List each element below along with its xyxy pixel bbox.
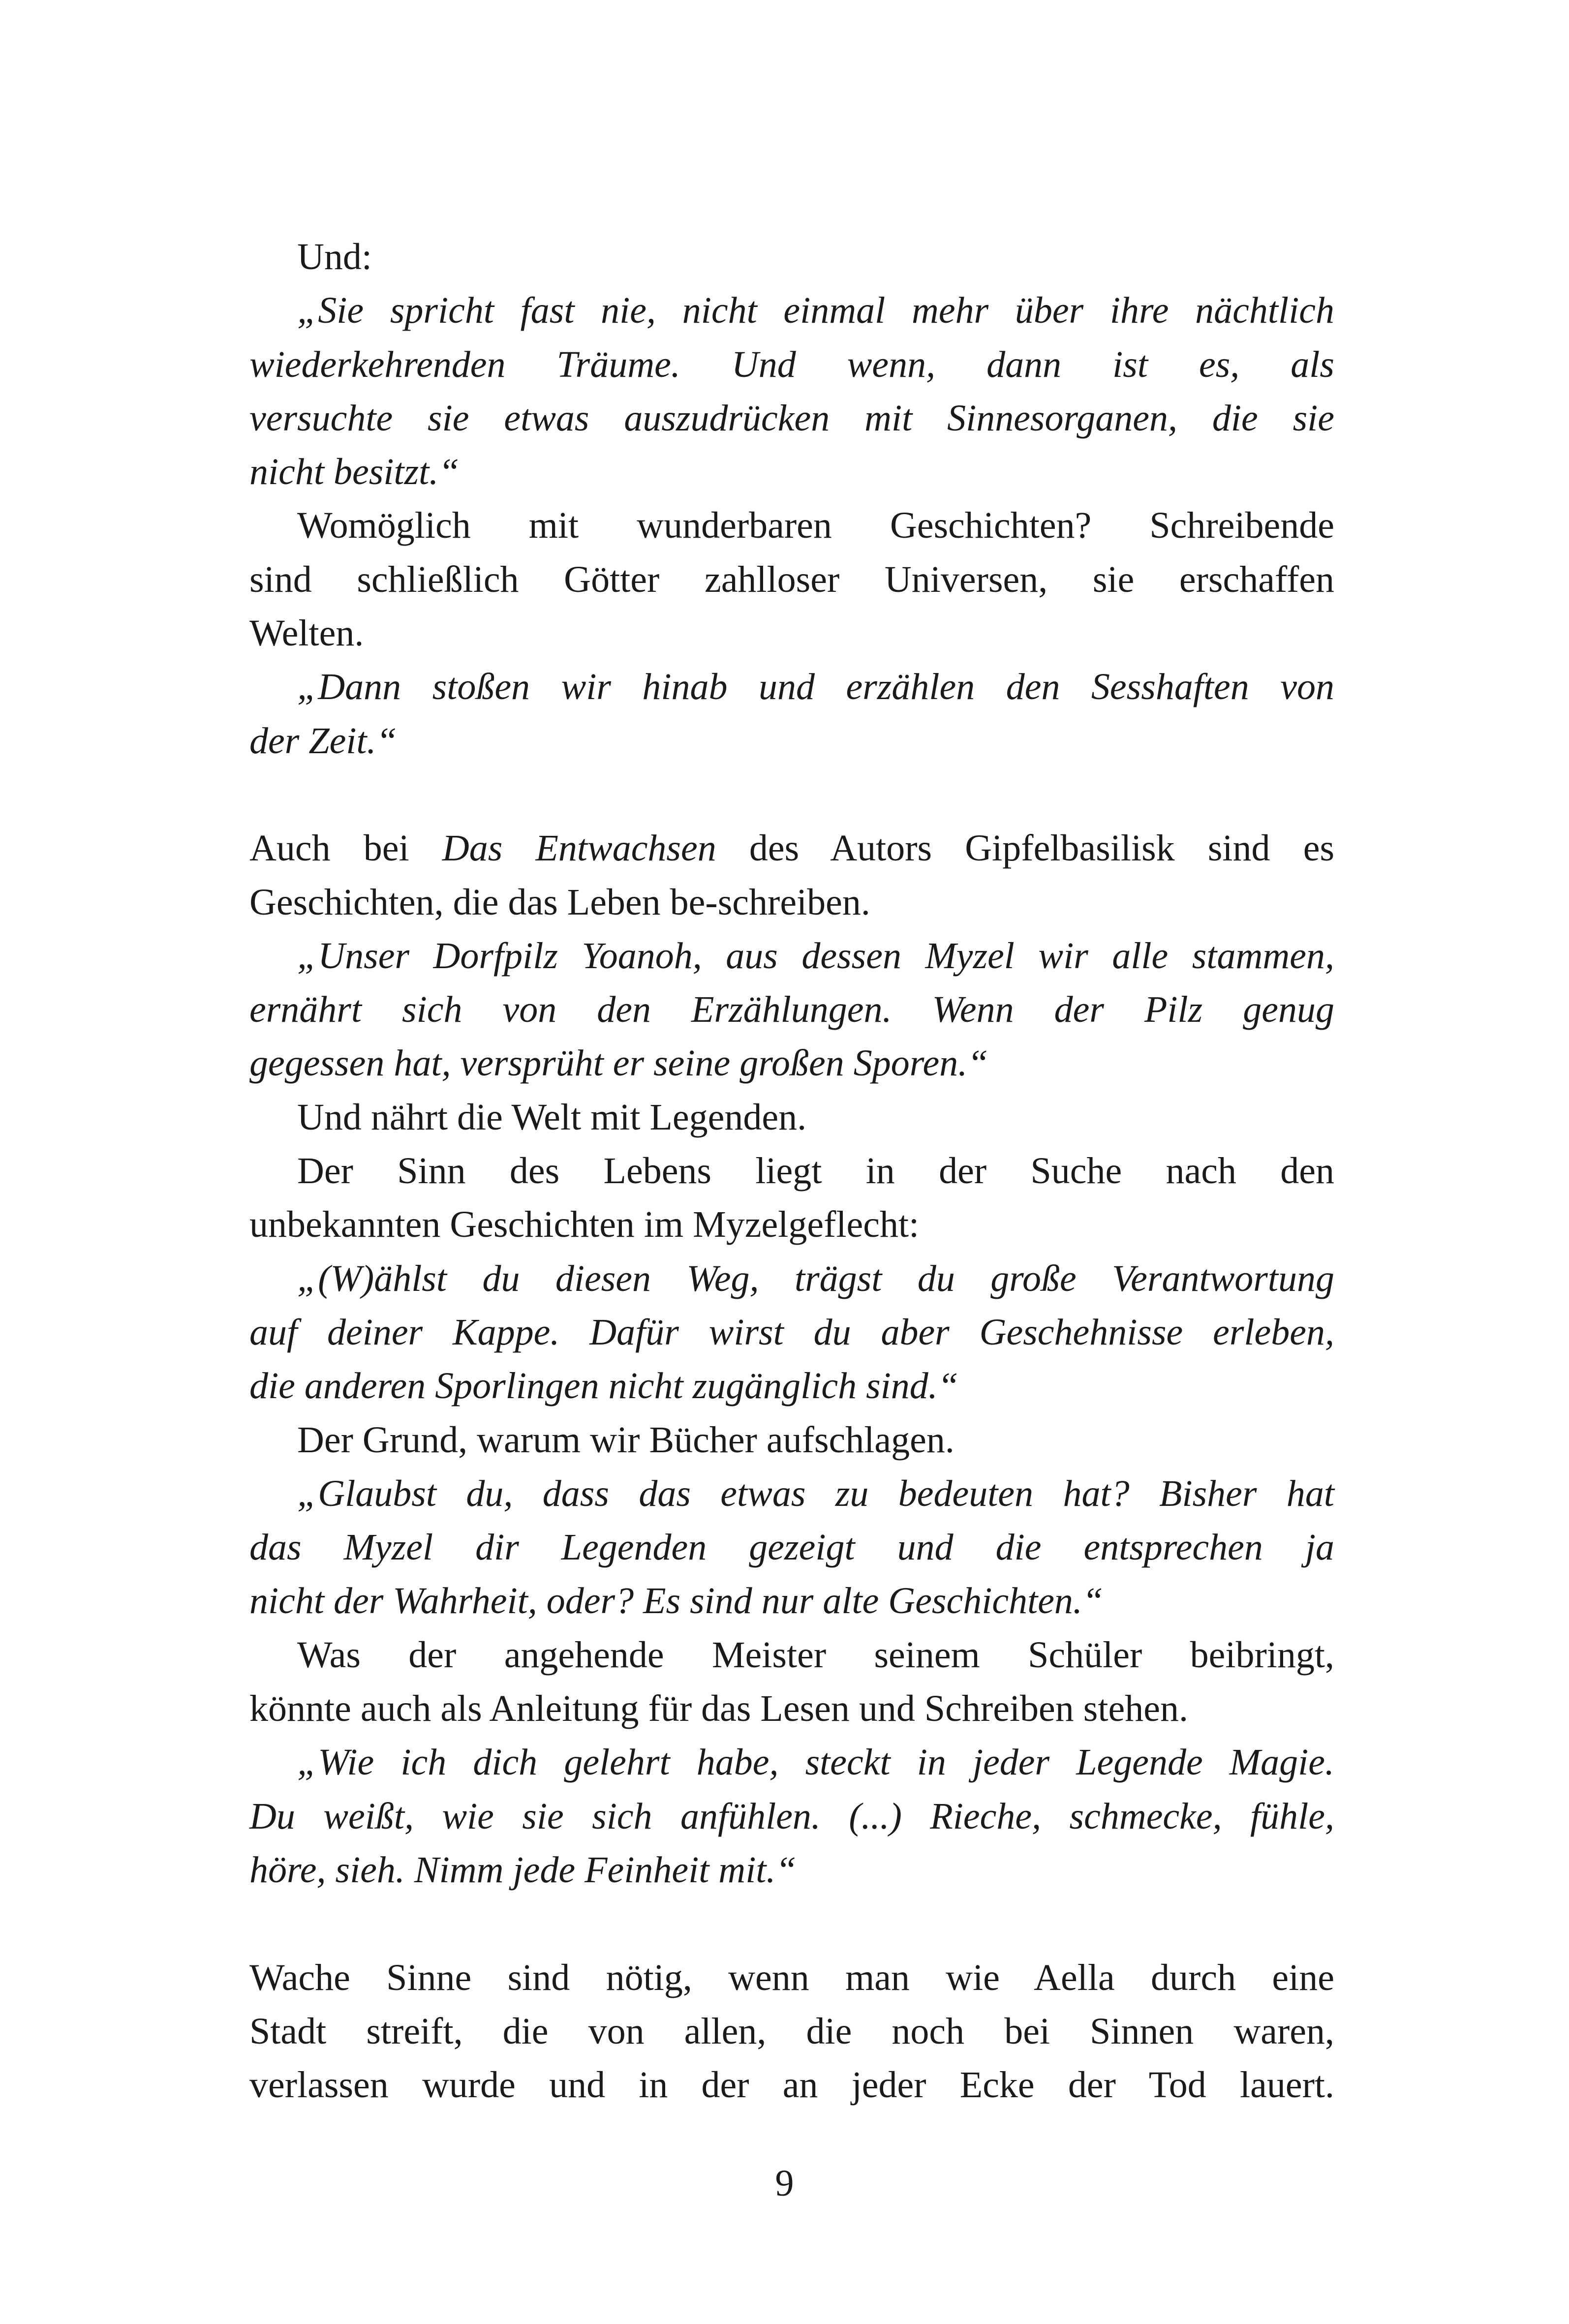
paragraph xyxy=(249,822,1334,929)
quote-paragraph xyxy=(249,1736,1334,1897)
text-line: „Dann stoßen wir hinab und erzählen den Sesshaften von xyxy=(297,666,1334,708)
text-line: Welten. xyxy=(249,612,364,654)
text-line: unbekannten Geschichten im Myzelgeflecht: xyxy=(249,1204,920,1246)
text-line: höre, sieh. Nimm jede Feinheit mit.“ xyxy=(249,1849,797,1891)
paragraph xyxy=(249,1413,1334,1467)
book-title: Das Entwachsen xyxy=(442,827,716,869)
text-line: Und nährt die Welt mit Legenden. xyxy=(297,1096,807,1138)
paragraph xyxy=(249,1144,1334,1252)
paragraph xyxy=(249,1091,1334,1144)
text-line: „Wie ich dich gelehrt habe, steckt in jeder Legende Magie. xyxy=(297,1742,1334,1783)
text-line: Stadt streift, die von allen, die noch bei Sinnen waren, xyxy=(249,2010,1334,2052)
text-line: wiederkehrenden Träume. Und wenn, dann ist es, als xyxy=(249,343,1334,385)
quote-paragraph xyxy=(249,1467,1334,1628)
text-line: nicht der Wahrheit, oder? Es sind nur alte Geschichten.“ xyxy=(249,1580,1104,1622)
text-line: ernährt sich von den Erzählungen. Wenn der Pilz genug xyxy=(249,989,1334,1031)
section-break xyxy=(249,1897,1334,1951)
paragraph xyxy=(249,499,1334,660)
text-line: sind schließlich Götter zahlloser Universen, sie erschaffen xyxy=(249,558,1334,600)
text-line: Du weißt, wie sie sich anfühlen. (...) Rieche, schmecke, fühle, xyxy=(249,1795,1334,1837)
quote-paragraph xyxy=(249,929,1334,1091)
text-line: der Zeit.“ xyxy=(249,720,397,762)
page-body xyxy=(249,230,1334,2112)
quote-paragraph xyxy=(249,660,1334,768)
text-line: Der Grund, warum wir Bücher aufschlagen. xyxy=(297,1419,954,1461)
text-line: Der Sinn des Lebens liegt in der Suche nach den xyxy=(297,1150,1334,1192)
text-line: Womöglich mit wunderbaren Geschichten? Schreibende xyxy=(297,505,1334,547)
text-line: „Sie spricht fast nie, nicht einmal mehr über ihre nächtlich xyxy=(297,290,1334,332)
text-line: „(W)ählst du diesen Weg, trägst du große Verantwortung xyxy=(297,1257,1334,1299)
text-line: auf deiner Kappe. Dafür wirst du aber Geschehnisse erleben, xyxy=(249,1311,1334,1353)
text-line: die anderen Sporlingen nicht zugänglich sind.“ xyxy=(249,1365,959,1407)
text-line: verlassen wurde und in der an jeder Ecke der Tod lauert. xyxy=(249,2064,1334,2106)
text-line: Was der angehende Meister seinem Schüler beibringt, xyxy=(297,1634,1334,1676)
quote-paragraph xyxy=(249,1252,1334,1413)
paragraph xyxy=(249,1951,1334,2112)
text-line: „Unser Dorfpilz Yoanoh, aus dessen Myzel wir alle stammen, xyxy=(297,935,1334,977)
text-line: Geschichten, die das Leben be-schreiben. xyxy=(249,881,870,923)
text-line: Wache Sinne sind nötig, wenn man wie Aella durch eine xyxy=(249,1957,1334,1998)
text-line: könnte auch als Anleitung für das Lesen und Schreiben stehen. xyxy=(249,1688,1188,1730)
text-line: „Glaubst du, dass das etwas zu bedeuten hat? Bisher hat xyxy=(297,1472,1334,1514)
text-line: das Myzel dir Legenden gezeigt und die entsprechen ja xyxy=(249,1527,1334,1568)
text-line: nicht besitzt.“ xyxy=(249,451,460,493)
text-line: gegessen hat, versprüht er seine großen Sporen.“ xyxy=(249,1042,988,1084)
section-break xyxy=(249,768,1334,822)
paragraph xyxy=(249,230,1334,284)
page-number: 9 xyxy=(775,2163,794,2204)
paragraph xyxy=(249,1628,1334,1736)
text-line: Und: xyxy=(297,236,372,277)
text-line xyxy=(249,822,1334,875)
text-segment: Auch bei xyxy=(249,827,442,869)
quote-paragraph xyxy=(249,284,1334,499)
text-segment: des Autors Gipfelbasilisk sind es xyxy=(716,827,1335,869)
text-line: versuchte sie etwas auszudrücken mit Sinnesorganen, die sie xyxy=(249,397,1334,439)
